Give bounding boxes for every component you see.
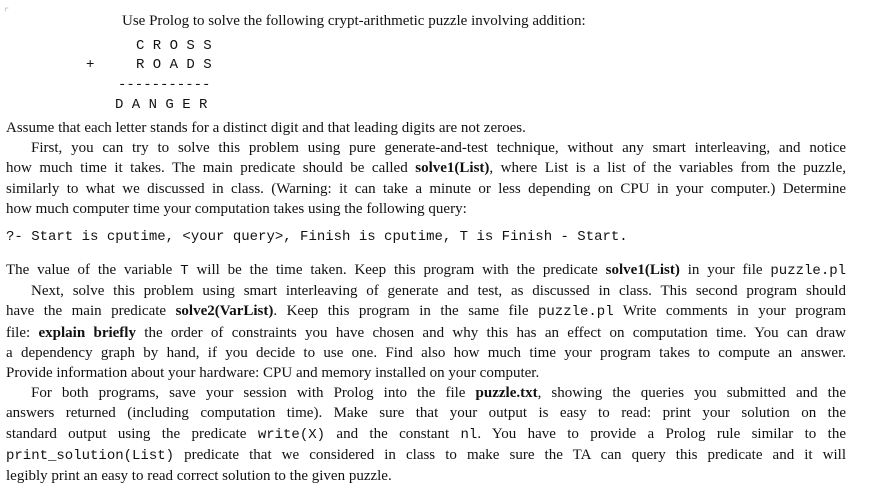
para1-line-1: Assume that each letter stands for a distinct digit and that leading digits are not zeroes. — [6, 120, 526, 136]
para1-line-2: First, you can try to solve this problem using pure generate-and-test technique, without any smart interleaving, and notice — [31, 140, 846, 157]
predicate-solve2: solve2(VarList) — [175, 303, 274, 320]
puzzle-addend-1: C R O S S — [136, 38, 212, 54]
para2-line-4 — [6, 323, 846, 343]
puzzle-plus-sign: + — [86, 57, 95, 73]
para2-line-9-c: . You have to provide a Prolog rule similar to the — [477, 425, 846, 442]
para2-line-10 — [6, 445, 846, 466]
para2-line-1-b: will be the time taken. Keep this program with the predicate — [196, 262, 598, 278]
cputime-query: ?- Start is cputime, <your query>, Finish is cputime, T is Finish - Start. — [6, 229, 628, 245]
intro-heading: Use Prolog to solve the following crypt-arithmetic puzzle involving addition: — [122, 13, 586, 29]
filename-puzzle-pl-2: puzzle.pl — [538, 304, 614, 321]
para2-line-1-c: in your file — [687, 262, 763, 278]
para2-line-3-c: Write comments in your program — [622, 303, 847, 320]
para2-line-4-b: the order of constraints you have chosen and why this has an effect on computation time. You can draw — [144, 324, 847, 341]
puzzle-sum-rule: ----------- — [118, 77, 211, 93]
para2-line-7-a: For both programs, save your session with Prolog into the file — [31, 385, 466, 402]
para2-line-7-b: , showing the queries you submitted and the — [537, 385, 846, 402]
para2-line-11: legibly print an easy to read correct solution to the given puzzle. — [6, 468, 392, 485]
para2-line-1 — [6, 260, 846, 281]
para2-line-1-a: The value of the variable — [6, 262, 173, 278]
filename-puzzle-pl: puzzle.pl — [770, 263, 847, 279]
para2-line-3-a: have the main predicate — [6, 303, 167, 320]
para2-line-2: Next, solve this problem using smart interleaving of generate and test, as discussed in class. This second program should — [31, 283, 846, 300]
filename-puzzle-txt: puzzle.txt — [475, 385, 538, 402]
predicate-solve1-ref: solve1(List) — [605, 262, 680, 278]
para2-line-4-a: file: — [6, 324, 31, 341]
para2-line-5: a dependency graph by hand, if you decide to use one. Find also how much time your program takes to compute an answer. — [6, 344, 846, 361]
para1-line-4: similarly to what we discussed in class. (Warning: it can take a minute or less depending on CPU in your computer.) Determine — [6, 180, 846, 197]
paragraph-1 — [6, 118, 846, 219]
write-predicate-code: write(X) — [257, 426, 326, 443]
para2-line-7 — [6, 383, 846, 403]
para2-line-6: Provide information about your hardware: CPU and memory installed on your computer. — [6, 365, 540, 382]
para2-line-9 — [6, 424, 846, 445]
print-solution-code: print_solution(List) — [6, 447, 175, 464]
explain-briefly-emphasis: explain briefly — [38, 324, 136, 341]
paragraph-2 — [6, 260, 846, 486]
para1-line-5: how much computer time your computation takes using the following query: — [6, 200, 467, 217]
variable-t-code: T — [180, 263, 189, 279]
para2-line-3 — [6, 301, 846, 322]
puzzle-addend-2: R O A D S — [136, 57, 212, 73]
para2-line-9-b: and the constant — [336, 425, 450, 442]
para1-line-3-text: how much time it takes. The main predicate should be called — [6, 160, 408, 177]
nl-constant-code: nl — [460, 426, 478, 443]
puzzle-result: D A N G E R — [115, 97, 208, 113]
para1-line-3 — [6, 158, 846, 178]
para2-line-8: answers returned (including computation time). Make sure that your output is easy to read: print your solution on the — [6, 405, 846, 422]
para2-line-3-b: . Keep this program in the same file — [273, 303, 529, 320]
corner-mark-icon: ⌜ — [4, 7, 10, 19]
predicate-solve1: solve1(List) — [415, 160, 490, 177]
para2-line-10-b: predicate that we considered in class to make sure the TA can query this predicate and it will — [184, 446, 846, 463]
para2-line-9-a: standard output using the predicate — [6, 425, 247, 442]
para1-line-3-rest: , where List is a list of the variables from the puzzle, — [489, 160, 846, 177]
